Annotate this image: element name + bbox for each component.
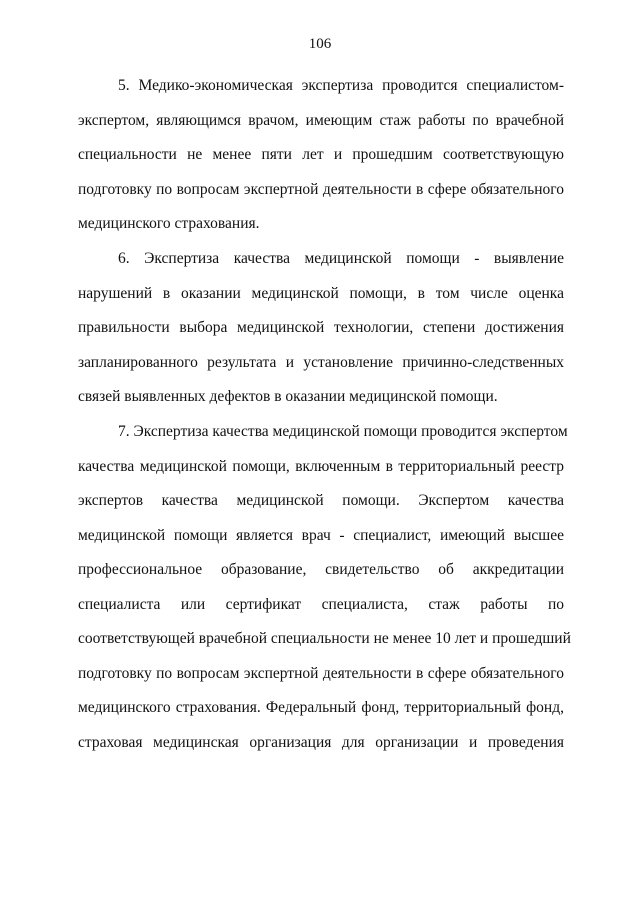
text-line: подготовку по вопросам экспертной деятельности в сфере обязательного — [78, 664, 564, 682]
text-line: 7. Экспертиза качества медицинской помощи проводится экспертом — [118, 423, 568, 440]
text-line: нарушений в оказании медицинской помощи, в том числе оценка — [78, 284, 564, 302]
text-line: экспертом, являющимся врачом, имеющим стаж работы по врачебной — [78, 111, 564, 129]
paragraph-5 — [78, 76, 564, 249]
text-line: запланированного результата и установление причинно-следственных — [78, 353, 564, 371]
text-line: профессиональное образование, свидетельство об аккредитации — [78, 561, 564, 578]
text-line: экспертов качества медицинской помощи. Экспертом качества — [78, 492, 564, 509]
text-line: соответствующей врачебной специальности не менее 10 лет и прошедший — [78, 630, 571, 647]
page-number: 106 — [308, 36, 332, 52]
text-line: 5. Медико-экономическая экспертиза проводится специалистом- — [118, 77, 564, 94]
text-line: медицинского страхования. — [78, 215, 260, 232]
paragraph-7 — [78, 422, 571, 767]
text-line: медицинского страхования. Федеральный фонд, территориальный фонд, — [78, 699, 564, 716]
text-line: специальности не менее пяти лет и прошедшим соответствующую — [78, 146, 564, 163]
text-line: страховая медицинская организация для организации и проведения — [78, 733, 564, 751]
text-line: специалиста или сертификат специалиста, стаж работы по — [78, 595, 564, 613]
text-line: связей выявленных дефектов в оказании медицинской помощи. — [78, 388, 498, 405]
text-line: 6. Экспертиза качества медицинской помощи - выявление — [118, 250, 564, 267]
text-line: медицинской помощи является врач - специалист, имеющий высшее — [78, 526, 564, 544]
text-line: качества медицинской помощи, включенным в территориальный реестр — [78, 457, 564, 475]
text-line: подготовку по вопросам экспертной деятельности в сфере обязательного — [78, 180, 564, 198]
paragraph-6 — [78, 249, 564, 422]
text-line: правильности выбора медицинской технологии, степени достижения — [78, 319, 564, 336]
